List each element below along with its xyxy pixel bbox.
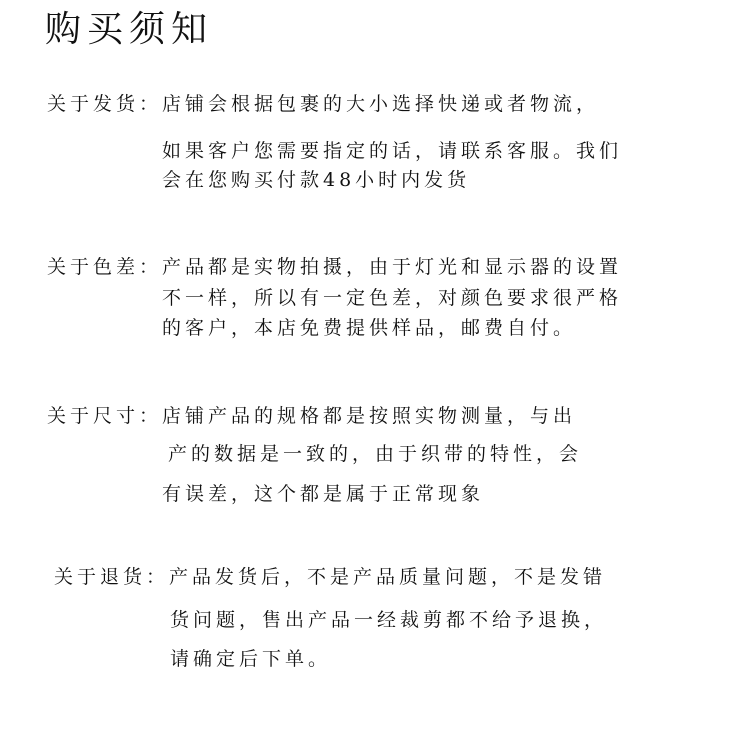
color-line-1: 关于色差：产品都是实物拍摄，由于灯光和显示器的设置 [47, 256, 623, 278]
returns-line-2: 货问题，售出产品一经裁剪都不给予退换， [170, 609, 608, 631]
shipping-line-1: 关于发货：店铺会根据包裹的大小选择快递或者物流， [47, 93, 600, 115]
color-line-2: 不一样，所以有一定色差，对颜色要求很严格 [162, 287, 623, 309]
returns-line-1: 关于退货：产品发货后，不是产品质量问题，不是发错 [54, 566, 607, 588]
size-line-1: 关于尺寸：店铺产品的规格都是按照实物测量，与出 [47, 405, 577, 427]
page-title: 购买须知 [45, 9, 214, 50]
size-line-2: 产的数据是一致的，由于织带的特性，会 [168, 443, 583, 465]
shipping-line-2: 如果客户您需要指定的话，请联系客服。我们 [162, 140, 623, 162]
returns-line-3: 请确定后下单。 [170, 648, 332, 670]
color-line-3: 的客户，本店免费提供样品，邮费自付。 [162, 317, 577, 339]
size-line-3: 有误差，这个都是属于正常现象 [162, 483, 485, 505]
shipping-line-3: 会在您购买付款48小时内发货 [162, 169, 471, 191]
